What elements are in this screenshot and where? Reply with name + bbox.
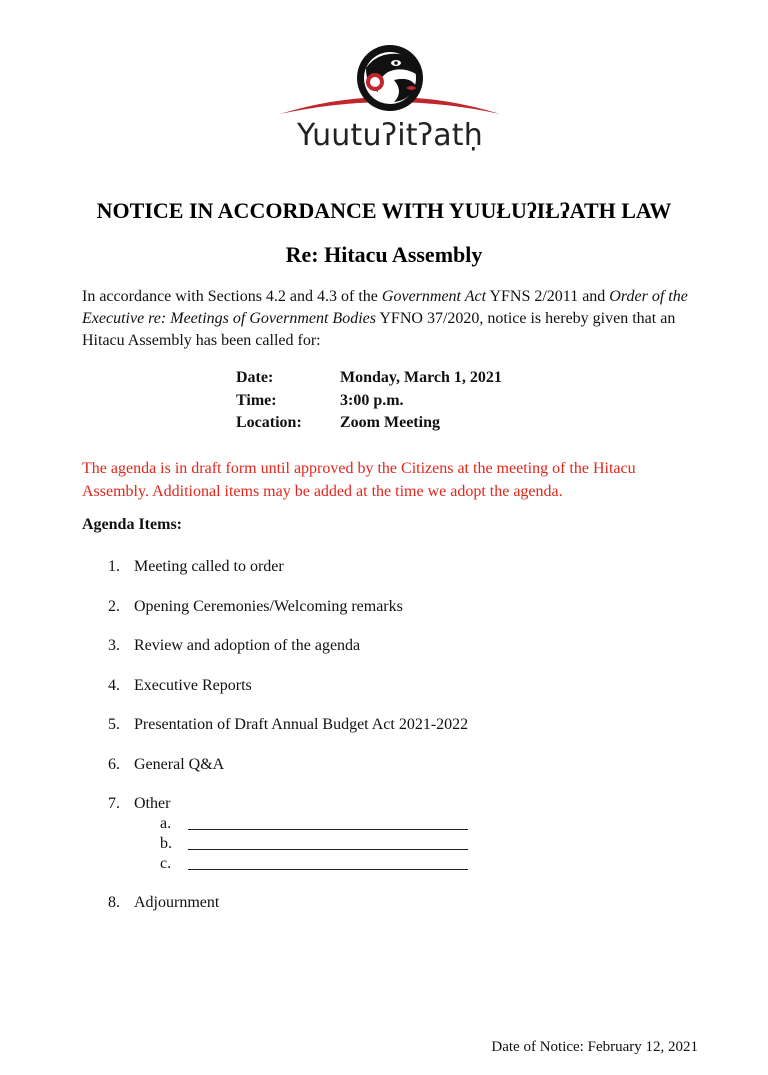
orca-eagle-crest-icon xyxy=(270,40,510,120)
intro-text: YFNO 37/2020, notice is hereby given that an Hitacu Assembly has been called for: xyxy=(82,310,676,349)
agenda-item-number: 4. xyxy=(108,677,120,694)
act-title: Government Act xyxy=(381,288,487,305)
agenda-item-text: Review and adoption of the agenda xyxy=(134,637,361,654)
agenda-item xyxy=(108,894,219,916)
agenda-item-number: 7. xyxy=(108,795,120,812)
notice-subheading: Re: Hitacu Assembly xyxy=(285,242,483,267)
agenda-item xyxy=(108,677,252,699)
blank-line xyxy=(188,869,468,870)
agenda-title: Agenda Items: xyxy=(82,516,182,533)
agenda-item-text: Opening Ceremonies/Welcoming remarks xyxy=(134,598,403,615)
draft-agenda-note: The agenda is in draft form until approved by the Citizens at the meeting of the Hitacu Assembly. Additional items may be added at the time we adopt the agenda. xyxy=(82,460,636,500)
agenda-item-number: 8. xyxy=(108,894,120,911)
organization-name: Yuutuʔitʔatḥ xyxy=(297,118,483,153)
agenda-item-text: Adjournment xyxy=(134,894,220,911)
sub-item-letter: c. xyxy=(160,855,172,872)
agenda-item-number: 1. xyxy=(108,558,120,575)
agenda-item xyxy=(108,756,224,778)
sub-item-letter: b. xyxy=(160,835,172,852)
agenda-item xyxy=(108,795,170,817)
agenda-item xyxy=(108,598,403,620)
agenda-item-number: 5. xyxy=(108,716,120,733)
intro-paragraph xyxy=(82,286,702,352)
agenda-item xyxy=(108,716,468,738)
sub-item-letter: a. xyxy=(160,815,172,832)
agenda-item-number: 6. xyxy=(108,756,120,773)
meeting-time-value: 3:00 p.m. xyxy=(340,392,404,409)
meeting-location-label: Location: xyxy=(236,414,302,431)
agenda-item-number: 2. xyxy=(108,598,120,615)
meeting-date-value: Monday, March 1, 2021 xyxy=(340,369,502,386)
intro-text: YFNS 2/2011 and xyxy=(486,288,610,305)
blank-line xyxy=(188,849,468,850)
agenda-item-text: Meeting called to order xyxy=(134,558,284,575)
organization-logo xyxy=(270,40,510,160)
meeting-time-label: Time: xyxy=(236,392,277,409)
agenda-item xyxy=(108,558,284,580)
meeting-date-label: Date: xyxy=(236,369,274,386)
date-of-notice: Date of Notice: February 12, 2021 xyxy=(491,1039,698,1055)
agenda-item-text: Presentation of Draft Annual Budget Act 2021-2022 xyxy=(134,716,469,733)
agenda-item-text: Other xyxy=(134,795,171,812)
meeting-location-value: Zoom Meeting xyxy=(340,414,440,431)
agenda-item-text: General Q&A xyxy=(134,756,225,773)
order-title: Order of the Executive re: Meetings of Government Bodies xyxy=(82,288,688,327)
agenda-item-text: Executive Reports xyxy=(134,677,252,694)
notice-heading: NOTICE IN ACCORDANCE WITH YUUŁUʔIŁʔATH LAW xyxy=(96,198,672,223)
blank-line xyxy=(188,829,468,830)
agenda-item xyxy=(108,637,360,659)
agenda-item-number: 3. xyxy=(108,637,120,654)
intro-text: In accordance with Sections 4.2 and 4.3 of the xyxy=(82,288,382,305)
